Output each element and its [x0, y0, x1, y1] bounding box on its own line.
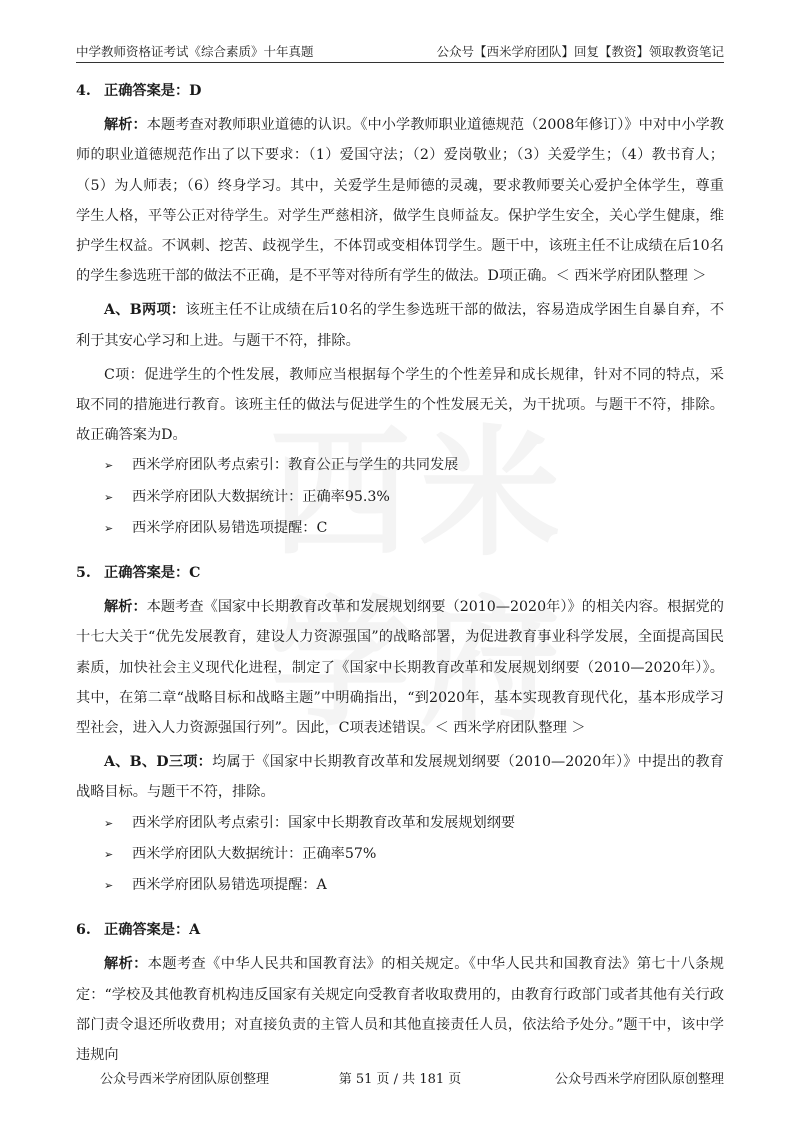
question-answer-heading: 5. 正确答案是：C — [76, 565, 201, 582]
bullet-item: ➢ 西米学府团队易错选项提醒：A — [76, 870, 724, 901]
option-explanation: A、B、D三项：均属于《国家中长期教育改革和发展规划纲要（2010—2020年）》中提出的教育战略目标。与题干不符，排除。 — [76, 754, 724, 801]
footer-left: 公众号西米学府团队原创整理 — [100, 1072, 270, 1087]
bullet-item: ➢ 西米学府团队大数据统计：正确率57% — [76, 839, 724, 870]
bullet-item: ➢ 西米学府团队考点索引：国家中长期教育改革和发展规划纲要 — [76, 808, 724, 839]
header-title: 中学教师资格证考试《综合素质》十年真题 — [76, 44, 314, 59]
bullet-item: ➢ 西米学府团队大数据统计：正确率95.3% — [76, 482, 724, 513]
page-number: 第 51 页 / 共 181 页 — [338, 1072, 462, 1087]
header-promo: 公众号【西米学府团队】回复【教资】领取教资笔记 — [436, 44, 724, 59]
footer-right: 公众号西米学府团队原创整理 — [554, 1072, 724, 1087]
question-answer-heading: 6. 正确答案是：A — [76, 922, 201, 939]
page-header — [76, 38, 724, 63]
option-explanation: C项：促进学生的个性发展，教师应当根据每个学生的个性差异和成长规律，针对不同的特点，采取不同的措施进行教育。该班主任的做法与促进学生的个性发展无关，为干扰项。与题干不符，排除。故正确答案为D。 — [76, 366, 724, 444]
arrow-bullet-icon: ➢ — [104, 847, 114, 861]
option-explanation: A、B两项：该班主任不让成绩在后10名的学生参选班干部的做法，容易造成学困生自暴自弃，不利于其安心学习和上进。与题干不符，排除。 — [76, 302, 725, 349]
arrow-bullet-icon: ➢ — [104, 459, 114, 473]
bullet-item: ➢ 西米学府团队易错选项提醒：C — [76, 513, 724, 544]
analysis-paragraph: 解析：本题考查对教师职业道德的认识。《中小学教师职业道德规范（2008年修订）》中对中小学教师的职业道德规范作出了以下要求：（1）爱国守法；（2）爱岗敬业；（3）关爱学生；（4）教书育人；（5）为人师表；（6）终身学习。其中，关爱学生是师德的灵魂，要求教师要关心爱护全体学生，尊重学生人格，平等公正对待学生。对学生严慈相济，做学生良师益友。保护学生安全，关心学生健康，维护学生权益。不讽刺、挖苦、歧视学生，不体罚或变相体罚学生。题干中，该班主任不让成绩在后10名的学生参选班干部的做法不正确，是不平等对待所有学生的做法。D项正确。＜ 西米学府团队整理 ＞ — [76, 117, 724, 285]
arrow-bullet-icon: ➢ — [104, 816, 114, 830]
bullet-item: ➢ 西米学府团队考点索引：教育公正与学生的共同发展 — [76, 450, 724, 481]
arrow-bullet-icon: ➢ — [104, 490, 114, 504]
arrow-bullet-icon: ➢ — [104, 879, 114, 893]
analysis-paragraph: 解析：本题考查《国家中长期教育改革和发展规划纲要（2010—2020年）》的相关内容。根据党的十七大关于“优先发展教育，建设人力资源强国”的战略部署，为促进教育事业科学发展，全面提高国民素质，加快社会主义现代化进程，制定了《国家中长期教育改革和发展规划纲要（2010—2020年）》。其中，在第二章“战略目标和战略主题”中明确指出，“到2020年，基本实现教育现代化，基本形成学习型社会，进入人力资源强国行列”。因此，C项表述错误。＜ 西米学府团队整理 ＞ — [76, 599, 724, 737]
analysis-paragraph: 解析：本题考查《中华人民共和国教育法》的相关规定。《中华人民共和国教育法》第七十八条规定：“学校及其他教育机构违反国家有关规定向受教育者收取费用的，由教育行政部门或者其他有关行政部门责令退还所收费用；对直接负责的主管人员和其他直接责任人员，依法给予处分。”题干中，该中学违规向 — [76, 956, 724, 1064]
question-answer-heading: 4. 正确答案是：D — [76, 83, 202, 99]
document-body — [76, 76, 724, 1070]
arrow-bullet-icon: ➢ — [104, 521, 114, 535]
